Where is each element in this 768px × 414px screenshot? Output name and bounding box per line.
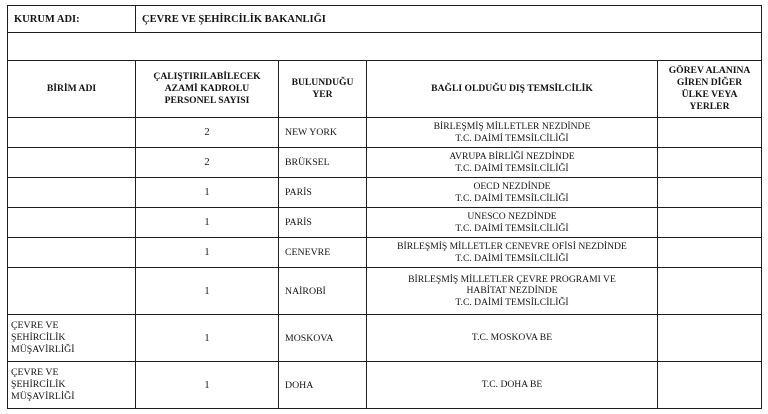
cell-sayi: 1 — [136, 238, 279, 268]
cell-temsilcilik — [367, 238, 658, 268]
table-row — [8, 208, 762, 238]
temsilcilik-line: AVRUPA BİRLİĞİ NEZDİNDE — [449, 151, 575, 162]
cell-temsilcilik — [367, 208, 658, 238]
temsilcilik-line: T.C. DAİMİ TEMSİLCİLİĞİ — [455, 222, 569, 234]
cell-diger — [658, 208, 762, 238]
cell-yer: NEW YORK — [279, 118, 367, 148]
cell-sayi: 1 — [136, 208, 279, 238]
cell-temsilcilik — [367, 315, 658, 362]
header-yer: BULUNDUĞU YER — [279, 61, 367, 118]
temsilcilik-line: BİRLEŞMİŞ MİLLETLER NEZDİNDE — [433, 121, 591, 132]
birim-line: ÇEVRE VE — [11, 320, 59, 331]
cell-diger — [658, 148, 762, 178]
cell-birim — [8, 238, 136, 268]
header-row — [8, 61, 762, 118]
table-row — [8, 315, 762, 362]
header-personel: ÇALIŞTIRILABİLECEK AZAMİ KADROLU PERSONEL SAYISI — [136, 61, 279, 118]
cell-temsilcilik — [367, 178, 658, 208]
cell-sayi: 2 — [136, 148, 279, 178]
temsilcilik-line: T.C. MOSKOVA BE — [471, 332, 553, 344]
cell-temsilcilik — [367, 268, 658, 315]
cell-yer: MOSKOVA — [279, 315, 367, 362]
header-temsilcilik: BAĞLI OLDUĞU DIŞ TEMSİLCİLİK — [367, 61, 658, 118]
representation-table — [7, 5, 762, 409]
cell-sayi: 1 — [136, 178, 279, 208]
cell-sayi: 1 — [136, 268, 279, 315]
cell-yer: BRÜKSEL — [279, 148, 367, 178]
temsilcilik-line: BİRLEŞMİŞ MİLLETLER CENEVRE OFİSİ NEZDİNDE — [397, 241, 627, 252]
cell-birim — [8, 118, 136, 148]
cell-sayi: 1 — [136, 362, 279, 409]
cell-temsilcilik — [367, 362, 658, 409]
temsilcilik-line: T.C. DAİMİ TEMSİLCİLİĞİ — [455, 162, 569, 174]
temsilcilik-line: T.C. DAİMİ TEMSİLCİLİĞİ — [455, 192, 569, 204]
birim-line: MÜŞAVİRLİĞİ — [11, 391, 75, 402]
cell-yer: CENEVRE — [279, 238, 367, 268]
kurum-label: KURUM ADI: — [8, 6, 136, 33]
table-row — [8, 268, 762, 315]
cell-diger — [658, 238, 762, 268]
birim-line: ÇEVRE VE — [11, 367, 59, 378]
birim-line: MÜŞAVİRLİĞİ — [11, 344, 75, 355]
header-birim: BİRİM ADI — [8, 61, 136, 118]
temsilcilik-line: HABİTAT NEZDİNDE — [466, 285, 558, 297]
cell-birim — [8, 208, 136, 238]
temsilcilik-line: T.C. DAİMİ TEMSİLCİLİĞİ — [455, 296, 569, 308]
cell-sayi: 2 — [136, 118, 279, 148]
cell-diger — [658, 178, 762, 208]
blank-row — [8, 33, 762, 61]
kurum-value: ÇEVRE VE ŞEHİRCİLİK BAKANLIĞI — [136, 6, 762, 33]
temsilcilik-line: T.C. DAİMİ TEMSİLCİLİĞİ — [455, 252, 569, 264]
cell-birim — [8, 148, 136, 178]
document-sheet — [7, 5, 761, 408]
table-row — [8, 118, 762, 148]
cell-yer: DOHA — [279, 362, 367, 409]
cell-birim — [8, 178, 136, 208]
temsilcilik-line: T.C. DAİMİ TEMSİLCİLİĞİ — [455, 132, 569, 144]
header-diger: GÖREV ALANINA GİREN DİĞER ÜLKE VEYA YERLER — [658, 61, 762, 118]
cell-sayi: 1 — [136, 315, 279, 362]
cell-yer: NAİROBİ — [279, 268, 367, 315]
table-row — [8, 178, 762, 208]
cell-birim — [8, 315, 136, 362]
kurum-row — [8, 6, 762, 33]
birim-line: ŞEHİRCİLİK — [11, 379, 66, 390]
temsilcilik-line: BİRLEŞMİŞ MİLLETLER ÇEVRE PROGRAMI VE — [408, 273, 616, 285]
table-row — [8, 148, 762, 178]
cell-birim — [8, 268, 136, 315]
birim-line: ŞEHİRCİLİK — [11, 332, 66, 343]
blank-cell — [8, 33, 762, 61]
table-row — [8, 362, 762, 409]
table-row — [8, 238, 762, 268]
cell-diger — [658, 268, 762, 315]
cell-diger — [658, 118, 762, 148]
temsilcilik-line: OECD NEZDİNDE — [473, 181, 551, 192]
cell-temsilcilik — [367, 148, 658, 178]
cell-temsilcilik — [367, 118, 658, 148]
cell-yer: PARİS — [279, 208, 367, 238]
cell-diger — [658, 315, 762, 362]
temsilcilik-line: UNESCO NEZDİNDE — [467, 211, 557, 222]
cell-birim — [8, 362, 136, 409]
temsilcilik-line: T.C. DOHA BE — [481, 379, 543, 391]
cell-diger — [658, 362, 762, 409]
cell-yer: PARİS — [279, 178, 367, 208]
